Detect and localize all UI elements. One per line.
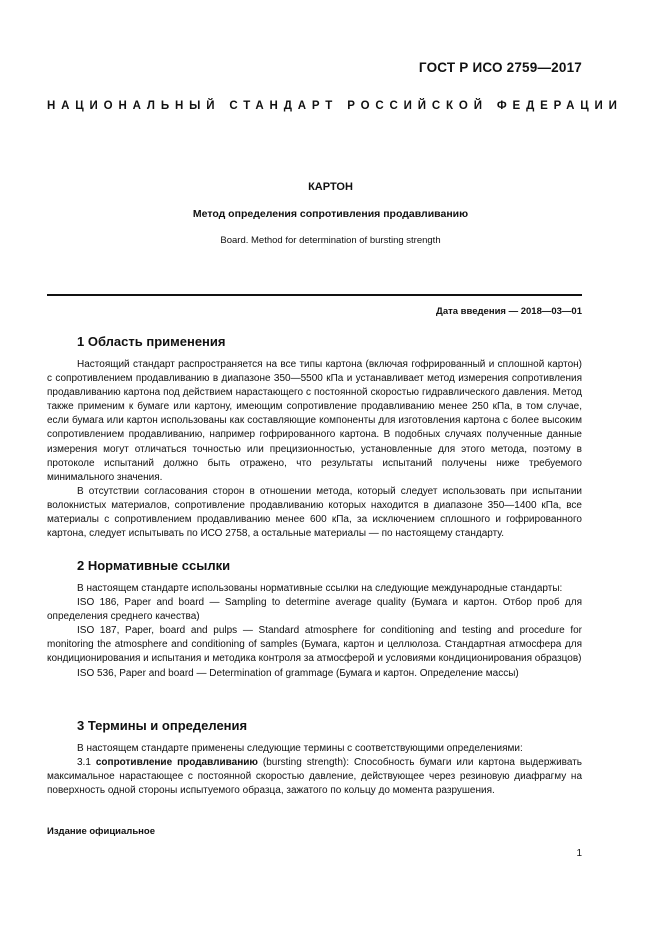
section-1-paragraph-1: Настоящий стандарт распространяется на все типы картона (включая гофрированный и сплошной картон) с сопротивлением продавливанию в диапазоне 350—5500 кПа и устанавливает метод измерения сопротивления продавливанию картона под действием нарастающего с постоянной скоростью гидравлического давления. Метод также применим к бумаге или картону, имеющим сопротивление продавливанию менее 250 кПа, в том случае, если бумага или картон использованы как составляющие компоненты для изготовления картона с более высоким сопротивлением продавливанию, например гофрированного картона. В подобных случаях полученные данные измерения могут отличаться точностью или прецизионностью, установленные для этого метода, поэтому в протоколе испытаний должно быть отражено, что результаты испытаний получены ниже требуемого минимального значения. <box>47 359 582 483</box>
section-3-body <box>47 742 582 798</box>
national-standard-heading: НАЦИОНАЛЬНЫЙ СТАНДАРТ РОССИЙСКОЙ ФЕДЕРАЦИИ <box>47 100 623 112</box>
official-edition-label: Издание официальное <box>47 826 155 837</box>
title-divider <box>47 294 582 296</box>
term-definition-text: (bursting strength): Способность бумаги или картона выдерживать максимальное нарастающее с постоянной скоростью давление, действующее через резиновую диафрагму на поверхность одной стороны испытуемого образца, зажатого по кольцу до момента разрушения. <box>47 757 582 797</box>
reference-iso-536: ISO 536, Paper and board — Determination of grammage (Бумага и картон. Определение массы) <box>77 667 519 679</box>
term-definition-3-1 <box>47 756 582 798</box>
english-title: Board. Method for determination of bursting strength <box>220 235 441 246</box>
section-3-paragraph-1: В настоящем стандарте применены следующие термины с соответствующими определениями: <box>77 743 523 754</box>
reference-iso-187: ISO 187, Paper, board and pulps — Standard atmosphere for conditioning and testing and procedure for monitoring the atmosphere and conditioning of samples (Бумага, картон и целлюлоза. Стандартная атмосфера для кондиционирования и испытания и методика контроля за атмосферой и условиями кондиционирования образцов) <box>47 625 582 665</box>
section-2-heading: 2 Нормативные ссылки <box>77 558 231 573</box>
gost-code: ГОСТ Р ИСО 2759—2017 <box>418 60 582 75</box>
section-1-heading: 1 Область применения <box>77 334 226 349</box>
section-1-body <box>47 358 582 541</box>
reference-iso-186: ISO 186, Paper and board — Sampling to determine average quality (Бумага и картон. Отбор проб для определения среднего качества) <box>47 597 582 623</box>
document-subtitle: Метод определения сопротивления продавливанию <box>192 208 469 220</box>
document-title: КАРТОН <box>308 181 353 193</box>
section-2-paragraph-1: В настоящем стандарте использованы нормативные ссылки на следующие международные стандарты: <box>77 583 563 594</box>
page-number: 1 <box>576 848 582 859</box>
section-3-heading: 3 Термины и определения <box>77 718 248 733</box>
term-name: сопротивление продавливанию <box>95 757 258 769</box>
section-1-paragraph-2: В отсутствии согласования сторон в отношении метода, который следует использовать при испытании волокнистых материалов, сопротивление продавливанию которых находится в диапазоне 350—1400 кПа, все материалы с сопротивлением продавливанию менее 600 кПа, за исключением сплошного и гофрированного картона, следует испытывать по ИСО 2758, а остальные материалы — по настоящему стандарту. <box>47 485 582 540</box>
term-number: 3.1 <box>77 757 96 769</box>
section-2-body <box>47 582 582 681</box>
introduction-date: Дата введения — 2018—03—01 <box>436 306 582 317</box>
